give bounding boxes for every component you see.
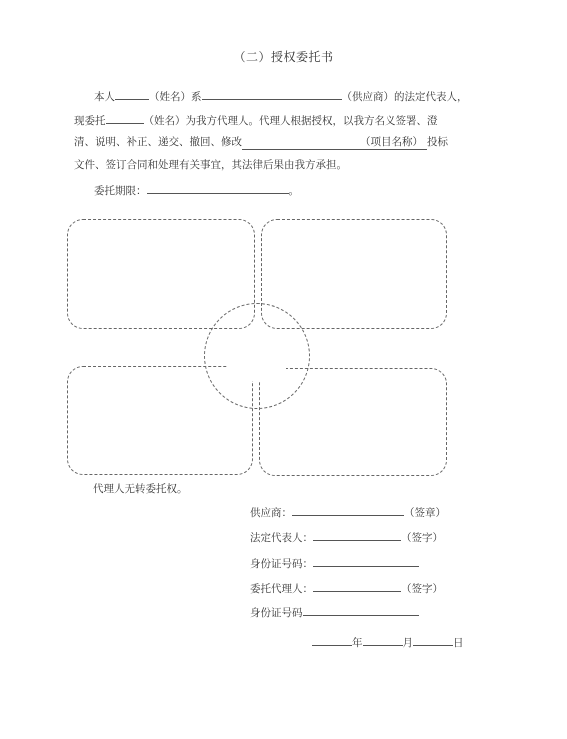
month-blank[interactable] — [363, 634, 403, 646]
term-label: 委托期限： — [94, 185, 147, 197]
supplier-label: 供应商： — [250, 507, 292, 519]
term-line — [94, 182, 299, 198]
term-blank[interactable] — [147, 182, 289, 194]
agent-name-blank[interactable] — [106, 112, 144, 124]
name-blank[interactable] — [115, 88, 149, 100]
year-blank[interactable] — [312, 634, 352, 646]
text-segment: （供应商）的法定代表人， — [341, 91, 468, 103]
legal-rep-row — [250, 529, 443, 545]
day-label: 日 — [453, 637, 464, 649]
id-number-line[interactable] — [313, 555, 419, 567]
id-number-row-1 — [250, 555, 419, 571]
agent-label: 委托代理人： — [250, 583, 313, 595]
agent-note: （签字） — [401, 583, 443, 595]
id-number-label: 身份证号码： — [250, 558, 313, 570]
date-row — [312, 634, 464, 650]
id-number-label: 身份证号码 — [250, 607, 303, 619]
legal-rep-label: 法定代表人： — [250, 532, 313, 544]
paragraph-line-3 — [74, 135, 448, 150]
text-segment: 清、说明、补正、递交、撤回、修改 — [74, 136, 242, 148]
paragraph-line-2 — [74, 112, 438, 128]
supplier-blank[interactable] — [202, 88, 342, 100]
text-segment: 投标 — [427, 136, 448, 148]
paragraph-line-4: 文件、签订合同和处理有关事宜，其法律后果由我方承担。 — [74, 159, 347, 171]
circle-gap — [228, 357, 286, 381]
legal-rep-sign-line[interactable] — [313, 529, 401, 541]
legal-rep-note: （签字） — [401, 532, 443, 544]
supplier-row — [250, 504, 446, 520]
term-end: 。 — [288, 185, 299, 197]
id-number-row-2 — [250, 604, 419, 620]
paragraph-line-1 — [94, 88, 468, 104]
supplier-sign-line[interactable] — [292, 504, 404, 516]
project-name-blank[interactable]: （项目名称） — [242, 135, 427, 150]
text-segment: 现委托 — [74, 115, 106, 127]
document-title: （二）授权委托书 — [233, 50, 334, 64]
agent-row — [250, 580, 443, 596]
id-number-line[interactable] — [303, 604, 419, 616]
text-segment: （姓名）系 — [149, 91, 202, 103]
text-segment: （姓名）为我方代理人。代理人根据授权，以我方名义签署、澄 — [143, 115, 438, 127]
no-subdelegation-note: 代理人无转委托权。 — [93, 483, 188, 495]
day-blank[interactable] — [413, 634, 453, 646]
month-label: 月 — [402, 637, 413, 649]
year-label: 年 — [352, 637, 363, 649]
agent-sign-line[interactable] — [313, 580, 401, 592]
supplier-note: （签章） — [404, 507, 446, 519]
text-segment: 本人 — [94, 91, 115, 103]
id-card-box-top-right — [261, 219, 447, 329]
seal-circle — [204, 303, 310, 409]
